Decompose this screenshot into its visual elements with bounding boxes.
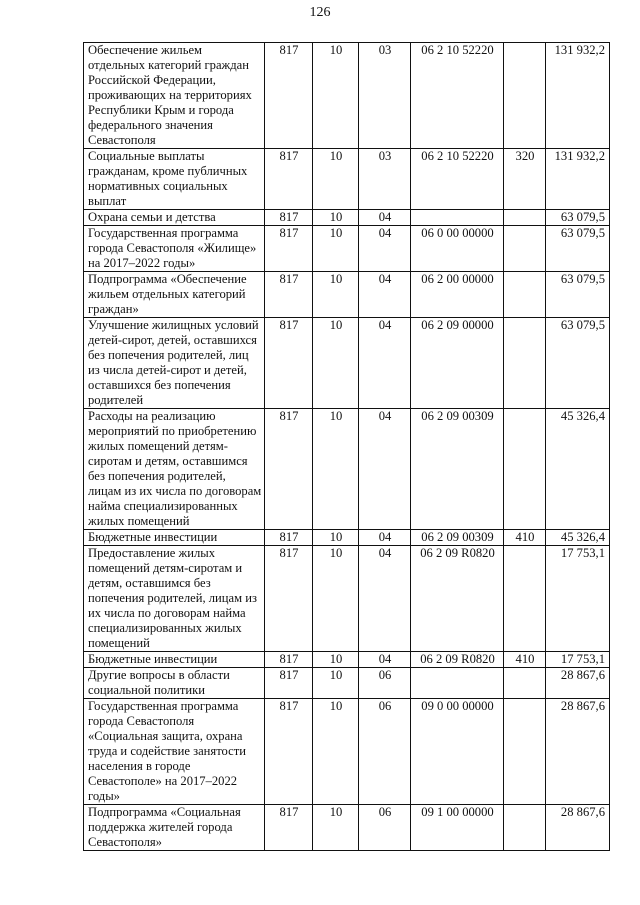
cell-target: 06 2 09 00309 [411, 530, 504, 546]
cell-expense-type [504, 318, 546, 409]
cell-ministry: 817 [265, 530, 313, 546]
cell-amount: 28 867,6 [546, 699, 610, 805]
cell-name: Социальные выплаты гражданам, кроме публичных нормативных социальных выплат [84, 149, 265, 210]
cell-ministry: 817 [265, 652, 313, 668]
cell-section: 10 [313, 43, 359, 149]
cell-expense-type [504, 546, 546, 652]
cell-target: 06 2 00 00000 [411, 272, 504, 318]
cell-target: 06 2 09 R0820 [411, 652, 504, 668]
cell-ministry: 817 [265, 318, 313, 409]
cell-expense-type [504, 272, 546, 318]
cell-subsection: 04 [359, 226, 411, 272]
cell-section: 10 [313, 210, 359, 226]
cell-section: 10 [313, 805, 359, 851]
page-number: 126 [309, 5, 331, 20]
cell-expense-type: 410 [504, 652, 546, 668]
table-row [84, 409, 610, 530]
cell-name: Государственная программа города Севастополя «Социальная защита, охрана труда и содействие занятости населения в городе Севастополе» на 2017–2022 годы» [84, 699, 265, 805]
cell-name: Государственная программа города Севастополя «Жилище» на 2017–2022 годы» [84, 226, 265, 272]
cell-subsection: 03 [359, 43, 411, 149]
cell-section: 10 [313, 699, 359, 805]
cell-amount: 63 079,5 [546, 318, 610, 409]
cell-name: Другие вопросы в области социальной политики [84, 668, 265, 699]
cell-name: Бюджетные инвестиции [84, 530, 265, 546]
table-row [84, 668, 610, 699]
cell-name: Обеспечение жильем отдельных категорий граждан Российской Федерации, проживающих на территориях Республики Крым и города федерального значения Севастополя [84, 43, 265, 149]
cell-ministry: 817 [265, 43, 313, 149]
cell-subsection: 06 [359, 668, 411, 699]
cell-ministry: 817 [265, 272, 313, 318]
cell-expense-type [504, 226, 546, 272]
table-row [84, 272, 610, 318]
cell-ministry: 817 [265, 210, 313, 226]
cell-section: 10 [313, 409, 359, 530]
cell-target: 09 1 00 00000 [411, 805, 504, 851]
cell-expense-type: 320 [504, 149, 546, 210]
cell-target: 06 2 09 R0820 [411, 546, 504, 652]
cell-amount: 17 753,1 [546, 546, 610, 652]
cell-ministry: 817 [265, 805, 313, 851]
cell-name: Улучшение жилищных условий детей-сирот, детей, оставшихся без попечения родителей, лиц из числа детей-сирот и детей, оставшихся без попечения родителей [84, 318, 265, 409]
cell-amount: 45 326,4 [546, 409, 610, 530]
cell-amount: 28 867,6 [546, 805, 610, 851]
cell-section: 10 [313, 546, 359, 652]
cell-target: 06 0 00 00000 [411, 226, 504, 272]
cell-subsection: 04 [359, 409, 411, 530]
cell-expense-type [504, 43, 546, 149]
cell-expense-type [504, 805, 546, 851]
cell-expense-type: 410 [504, 530, 546, 546]
cell-subsection: 04 [359, 530, 411, 546]
table-row [84, 530, 610, 546]
cell-subsection: 04 [359, 272, 411, 318]
table-row [84, 546, 610, 652]
cell-amount: 45 326,4 [546, 530, 610, 546]
cell-subsection: 04 [359, 652, 411, 668]
cell-subsection: 06 [359, 699, 411, 805]
cell-ministry: 817 [265, 546, 313, 652]
cell-section: 10 [313, 668, 359, 699]
cell-target: 06 2 09 00309 [411, 409, 504, 530]
cell-ministry: 817 [265, 409, 313, 530]
table-row [84, 652, 610, 668]
cell-subsection: 04 [359, 210, 411, 226]
table-row [84, 805, 610, 851]
cell-amount: 28 867,6 [546, 668, 610, 699]
cell-section: 10 [313, 530, 359, 546]
cell-target: 09 0 00 00000 [411, 699, 504, 805]
table-row [84, 43, 610, 149]
cell-subsection: 04 [359, 546, 411, 652]
cell-amount: 131 932,2 [546, 149, 610, 210]
cell-section: 10 [313, 149, 359, 210]
cell-target [411, 210, 504, 226]
cell-expense-type [504, 699, 546, 805]
table-row [84, 149, 610, 210]
cell-ministry: 817 [265, 226, 313, 272]
cell-subsection: 04 [359, 318, 411, 409]
cell-amount: 63 079,5 [546, 210, 610, 226]
cell-ministry: 817 [265, 149, 313, 210]
cell-ministry: 817 [265, 668, 313, 699]
cell-section: 10 [313, 318, 359, 409]
cell-name: Предоставление жилых помещений детям-сиротам и детям, оставшимся без попечения родителей, лицам из их числа по договорам найма специализированных жилых помещений [84, 546, 265, 652]
cell-name: Бюджетные инвестиции [84, 652, 265, 668]
cell-subsection: 03 [359, 149, 411, 210]
cell-subsection: 06 [359, 805, 411, 851]
table-row [84, 318, 610, 409]
cell-section: 10 [313, 652, 359, 668]
cell-target [411, 668, 504, 699]
cell-amount: 131 932,2 [546, 43, 610, 149]
cell-target: 06 2 10 52220 [411, 43, 504, 149]
table-row [84, 210, 610, 226]
cell-expense-type [504, 210, 546, 226]
cell-target: 06 2 10 52220 [411, 149, 504, 210]
cell-name: Охрана семьи и детства [84, 210, 265, 226]
table-body [84, 43, 610, 851]
cell-section: 10 [313, 272, 359, 318]
table-row [84, 226, 610, 272]
cell-expense-type [504, 409, 546, 530]
table-row [84, 699, 610, 805]
cell-name: Подпрограмма «Социальная поддержка жителей города Севастополя» [84, 805, 265, 851]
cell-name: Расходы на реализацию мероприятий по приобретению жилых помещений детям-сиротам и детям, оставшимся без попечения родителей, лицам из их числа по договорам найма специализированных жилых помещений [84, 409, 265, 530]
cell-amount: 17 753,1 [546, 652, 610, 668]
cell-section: 10 [313, 226, 359, 272]
cell-amount: 63 079,5 [546, 272, 610, 318]
cell-name: Подпрограмма «Обеспечение жильем отдельных категорий граждан» [84, 272, 265, 318]
cell-amount: 63 079,5 [546, 226, 610, 272]
cell-ministry: 817 [265, 699, 313, 805]
budget-table [83, 42, 610, 851]
cell-target: 06 2 09 00000 [411, 318, 504, 409]
cell-expense-type [504, 668, 546, 699]
